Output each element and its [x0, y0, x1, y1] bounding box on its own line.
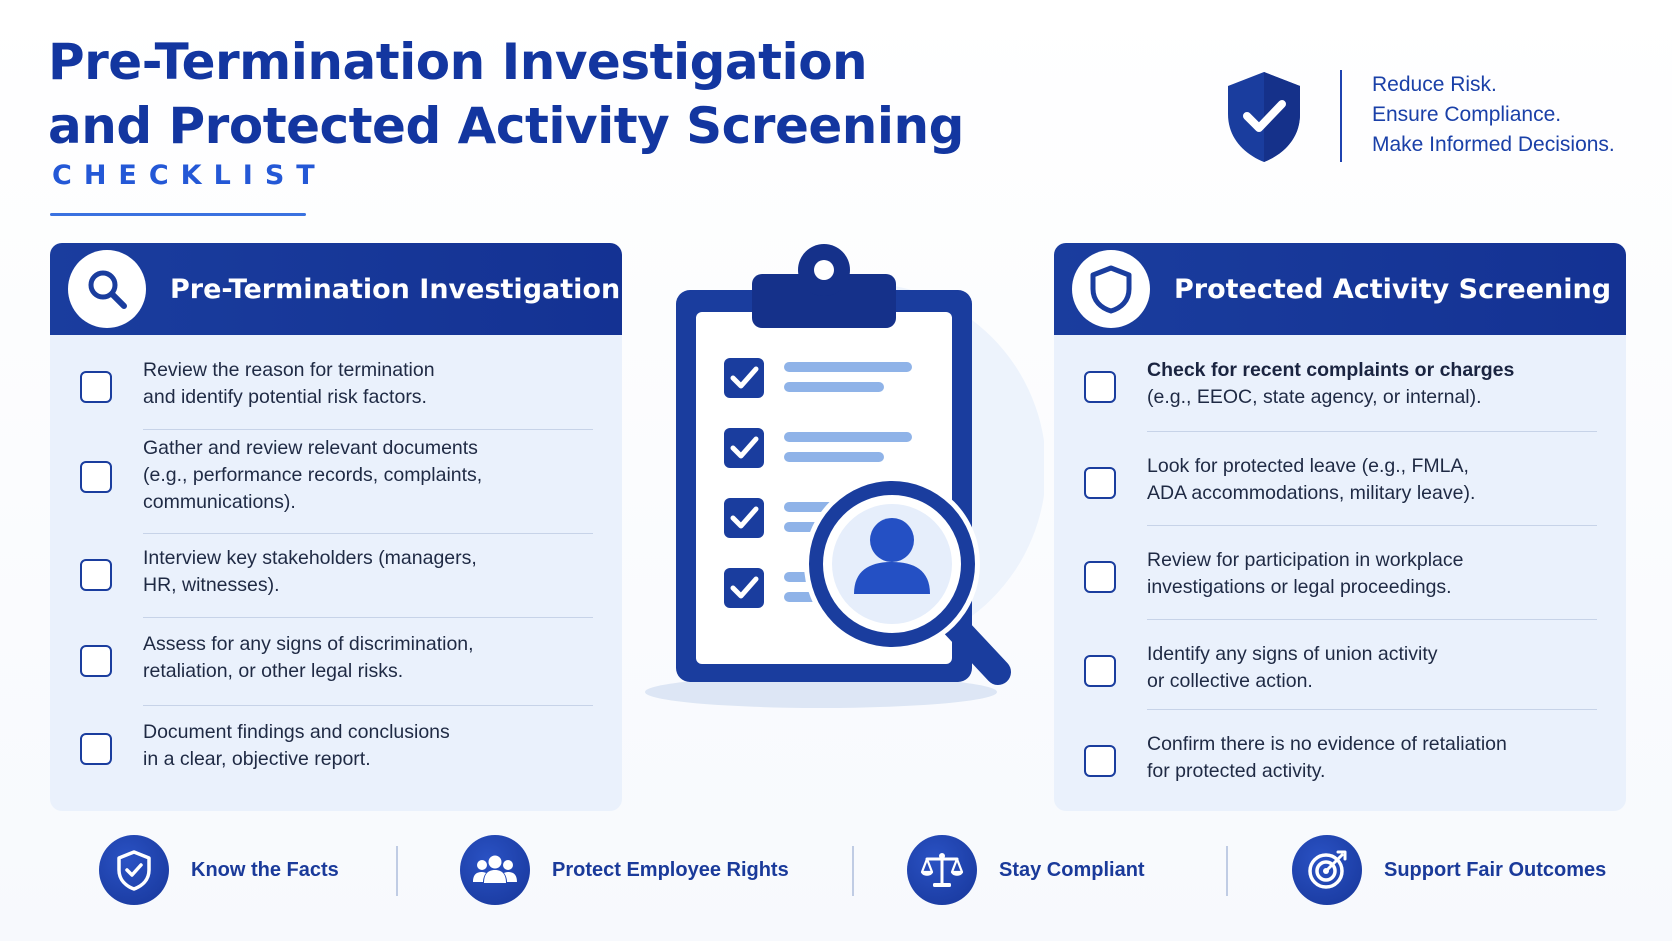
item-line: and identify potential risk factors.: [143, 386, 427, 408]
item-line: Gather and review relevant documents: [143, 437, 478, 459]
item-text: [1147, 547, 1587, 601]
feature-divider: [852, 846, 854, 896]
item-text: [143, 719, 583, 773]
feature-stay-compliant: [907, 832, 1145, 908]
page-subtitle: CHECKLIST: [52, 160, 327, 191]
item-line: or collective action.: [1147, 670, 1313, 692]
item-text: [1147, 357, 1587, 411]
search-icon: [85, 267, 129, 311]
checkbox[interactable]: [80, 461, 112, 493]
divider: [143, 429, 593, 430]
feature-label: Support Fair Outcomes: [1384, 858, 1607, 881]
item-text: [1147, 453, 1587, 507]
item-line: investigations or legal proceedings.: [1147, 576, 1452, 598]
checked-box-icon: [724, 428, 764, 468]
title-line-1: Pre-Termination Investigation: [48, 33, 868, 91]
item-text: [143, 435, 583, 516]
checkbox[interactable]: [80, 559, 112, 591]
feature-label: Stay Compliant: [999, 858, 1145, 881]
subtitle-underline: [50, 213, 306, 216]
people-icon: [460, 835, 530, 905]
item-text: [1147, 641, 1587, 695]
feature-know-facts: [99, 832, 339, 908]
divider: [143, 617, 593, 618]
shield-check-icon: [99, 835, 169, 905]
item-line: Review for participation in workplace: [1147, 549, 1464, 571]
checkbox[interactable]: [80, 371, 112, 403]
header-badge: [1072, 250, 1150, 328]
checkbox[interactable]: [1084, 561, 1116, 593]
feature-divider: [396, 846, 398, 896]
item-line: Interview key stakeholders (managers,: [143, 547, 477, 569]
checkbox[interactable]: [80, 645, 112, 677]
item-line: communications).: [143, 491, 296, 513]
item-line: for protected activity.: [1147, 760, 1326, 782]
panel-header: [50, 243, 622, 335]
item-text: [143, 357, 583, 411]
divider: [1147, 431, 1597, 432]
feature-row: [0, 832, 1672, 908]
checked-box-icon: [724, 568, 764, 608]
feature-fair-outcomes: [1292, 832, 1606, 908]
item-line: ADA accommodations, military leave).: [1147, 482, 1476, 504]
title-line-2: and Protected Activity Screening: [48, 97, 964, 155]
feature-label: Know the Facts: [191, 858, 339, 881]
target-icon: [1292, 835, 1362, 905]
tagline-divider: [1340, 70, 1342, 162]
protected-activity-panel: [1054, 243, 1626, 811]
checkbox[interactable]: [1084, 371, 1116, 403]
divider: [143, 533, 593, 534]
divider: [1147, 619, 1597, 620]
item-line: Look for protected leave (e.g., FMLA,: [1147, 455, 1469, 477]
item-line: Document findings and conclusions: [143, 721, 450, 743]
panel-title: Protected Activity Screening: [1174, 273, 1612, 305]
divider: [1147, 709, 1597, 710]
item-line: (e.g., EEOC, state agency, or internal).: [1147, 386, 1482, 408]
page-title: [48, 30, 964, 158]
checkbox[interactable]: [1084, 655, 1116, 687]
item-line: HR, witnesses).: [143, 574, 280, 596]
pre-termination-panel: [50, 243, 622, 811]
feature-protect-rights: [460, 832, 789, 908]
clipboard-illustration: [636, 240, 1044, 730]
divider: [143, 705, 593, 706]
checkbox[interactable]: [1084, 467, 1116, 499]
item-text: [143, 545, 583, 599]
tagline-line: Reduce Risk.: [1372, 73, 1497, 96]
tagline-line: Ensure Compliance.: [1372, 103, 1562, 126]
checkbox[interactable]: [80, 733, 112, 765]
item-line: in a clear, objective report.: [143, 748, 371, 770]
divider: [1147, 525, 1597, 526]
panel-header: [1054, 243, 1626, 335]
item-line: retaliation, or other legal risks.: [143, 660, 404, 682]
item-line: Check for recent complaints or charges: [1147, 359, 1515, 381]
item-line: (e.g., performance records, complaints,: [143, 464, 483, 486]
scales-icon: [907, 835, 977, 905]
shield-check-icon: [1222, 68, 1306, 164]
item-text: [143, 631, 583, 685]
feature-label: Protect Employee Rights: [552, 858, 789, 881]
shield-icon: [1088, 264, 1134, 314]
header-badge: [68, 250, 146, 328]
tagline: [1372, 70, 1615, 160]
checked-box-icon: [724, 358, 764, 398]
item-text: [1147, 731, 1587, 785]
checkbox[interactable]: [1084, 745, 1116, 777]
panel-title: Pre-Termination Investigation: [170, 273, 621, 305]
tagline-line: Make Informed Decisions.: [1372, 133, 1615, 156]
checked-box-icon: [724, 498, 764, 538]
item-line: Confirm there is no evidence of retaliation: [1147, 733, 1507, 755]
item-line: Assess for any signs of discrimination,: [143, 633, 474, 655]
feature-divider: [1226, 846, 1228, 896]
item-line: Review the reason for termination: [143, 359, 435, 381]
item-line: Identify any signs of union activity: [1147, 643, 1438, 665]
